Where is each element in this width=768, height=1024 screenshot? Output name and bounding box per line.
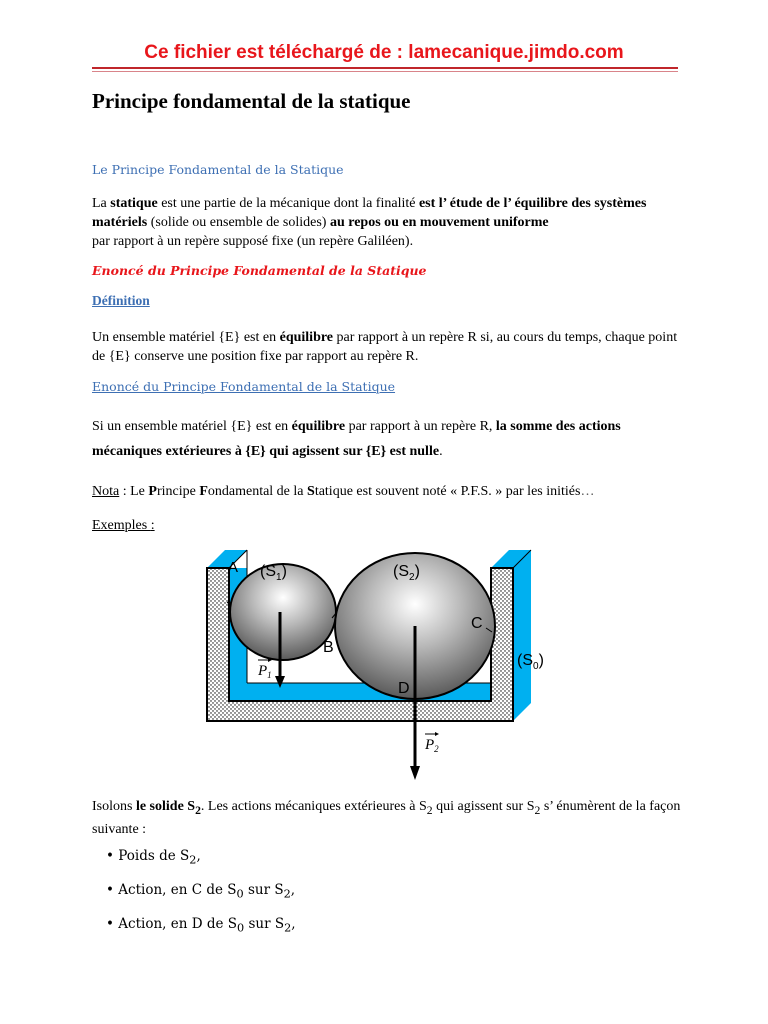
- enonce-bold: équilibre: [291, 419, 346, 434]
- support-blue-left-top: [207, 550, 247, 568]
- definition-paragraph: [92, 328, 692, 366]
- enonce-paragraph: [92, 414, 692, 464]
- label-b: B: [323, 639, 334, 656]
- enonce-heading: Enoncé du Principe Fondamental de la Statique: [92, 379, 396, 394]
- list-item: • Action, en C de $S_0$ sur $S_2$,: [106, 882, 296, 901]
- banner-rule-thin: [92, 71, 678, 72]
- isolons-text: qui agissent sur S: [432, 799, 535, 814]
- label-s1: $(S_1)$: [260, 563, 287, 583]
- banner-rule: [92, 67, 678, 69]
- enonce-text: Si un ensemble matériel {E} est en: [92, 419, 292, 434]
- svg-text:P2: $P_2$: [425, 737, 439, 754]
- nota-bold: F: [199, 484, 208, 499]
- nota-paragraph: [92, 482, 692, 501]
- label-a: A: [228, 559, 239, 576]
- nota-text: tatique est souvent noté « P.F.S. » par les initiés: [314, 484, 581, 499]
- list-item: • Poids de $S_2$,: [106, 848, 201, 867]
- label-d: D: [398, 680, 410, 697]
- nota-bold: P: [148, 484, 157, 499]
- isolons-paragraph: Isolons le solide $S_2$. Les actions mécaniques extérieures à $S_2$ qui agissent sur $S_2$ s’ énumèrent de la façon suivante :: [92, 799, 681, 837]
- page-title: Principe fondamental de la statique: [92, 89, 411, 113]
- enonce-text: par rapport à un repère R,: [345, 419, 496, 434]
- svg-text:P1: $P_1$: [258, 663, 272, 680]
- intro-paragraph: [92, 194, 692, 251]
- definition-heading: Définition: [92, 293, 150, 308]
- isolons-text: . Les actions mécaniques extérieures à S: [200, 799, 427, 814]
- intro-bold: au repos ou en mouvement uniforme: [329, 215, 549, 230]
- isolons-text: s’ énumèrent de la façon suivante :: [92, 799, 681, 837]
- list-item: • Action, en D de $S_0$ sur $S_2$,: [106, 916, 296, 935]
- nota-text: : Le: [119, 484, 149, 499]
- intro-bold: est l’ étude de l’ équilibre des systèmes matériels: [92, 196, 647, 230]
- label-c: C: [471, 615, 483, 632]
- nota-label: Nota: [92, 484, 120, 499]
- exemples-label: [92, 516, 692, 535]
- label-s2: $(S_2)$: [393, 563, 420, 583]
- label-p1: [257, 658, 272, 680]
- equilibrium-figure: [190, 540, 570, 790]
- intro-text: est une partie de la mécanique dont la finalité: [157, 196, 419, 211]
- enonce-red-heading: Enoncé du Principe Fondamental de la Statique: [92, 263, 427, 278]
- definition-bold: équilibre: [279, 330, 334, 345]
- intro-text: (solide ou ensemble de solides): [147, 215, 330, 230]
- isolons-text: Isolons: [92, 799, 136, 814]
- intro-bold: statique: [110, 196, 158, 211]
- intro-text: La: [92, 196, 111, 211]
- nota-text: rincipe: [156, 484, 200, 499]
- exemples-text: [92, 518, 155, 533]
- nota-bold: S: [307, 484, 315, 499]
- isolons-bold: le solide $S_2$: [135, 799, 201, 817]
- label-s0: $(S_0)$: [517, 652, 544, 672]
- exemples-word: Exemples: [92, 518, 151, 533]
- definition-text: Un ensemble matériel {E} est en: [92, 330, 280, 345]
- nota-text: ondamental de la: [207, 484, 308, 499]
- source-banner: Ce fichier est téléchargé de : lamecanique.jimdo.com: [144, 42, 624, 63]
- nota-ellipsis: …: [580, 484, 595, 499]
- intro-text: par rapport à un repère supposé fixe (un repère Galiléen).: [92, 234, 414, 249]
- enonce-bold: la somme des actions mécaniques extérieures à {E} qui agissent sur {E} est nulle: [92, 419, 621, 459]
- support-blue-right-side: [513, 550, 531, 721]
- label-p2: [424, 732, 439, 754]
- definition-text: par rapport à un repère R si, au cours du temps, chaque point de {E} conserve une position fixe par rapport au repère R.: [92, 330, 678, 364]
- exemples-colon: :: [150, 518, 155, 533]
- section-heading: Le Principe Fondamental de la Statique: [92, 162, 344, 177]
- enonce-text: .: [439, 444, 443, 459]
